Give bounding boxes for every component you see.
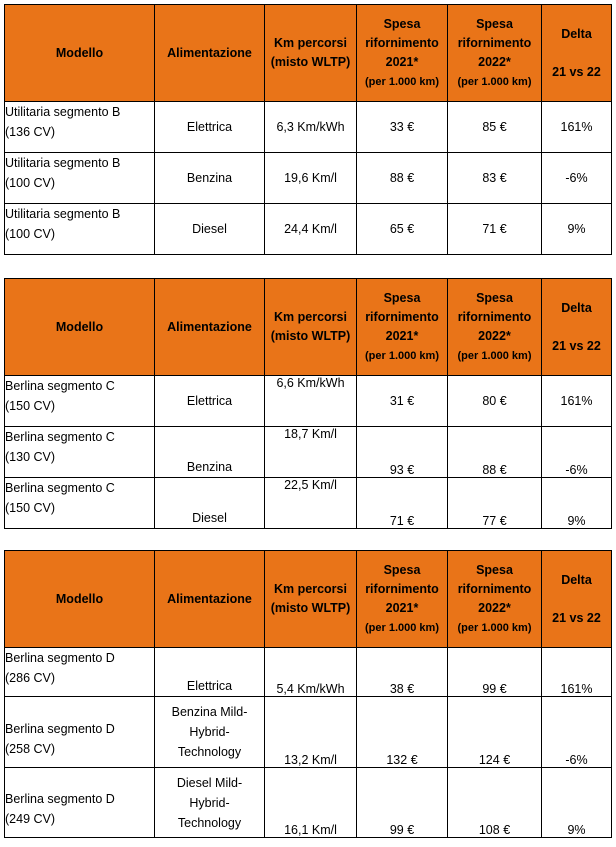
- table-row: [5, 204, 612, 255]
- table-header-row: [5, 551, 612, 648]
- cell-spend-2022: 77 €: [448, 478, 542, 529]
- cell-model: Berlina segmento C (150 CV): [5, 376, 155, 427]
- cell-delta: -6%: [542, 427, 612, 478]
- cell-delta: 161%: [542, 102, 612, 153]
- cell-spend-2021: 99 €: [357, 768, 448, 838]
- cost-table-segment-b: [4, 4, 612, 255]
- header-model: Modello: [5, 279, 155, 376]
- table-row: [5, 768, 612, 838]
- header-spend-2021: Spesa rifornimento 2021* (per 1.000 km): [357, 551, 448, 648]
- cell-fuel: Elettrica: [155, 102, 265, 153]
- header-model: Modello: [5, 5, 155, 102]
- cell-spend-2021: 33 €: [357, 102, 448, 153]
- cell-model: Berlina segmento C (130 CV): [5, 427, 155, 478]
- cell-km: 13,2 Km/l: [265, 697, 357, 768]
- cell-model: Berlina segmento C (150 CV): [5, 478, 155, 529]
- table-header-row: [5, 279, 612, 376]
- cell-fuel: Diesel: [155, 204, 265, 255]
- header-spend-2022: Spesa rifornimento 2022* (per 1.000 km): [448, 279, 542, 376]
- cell-spend-2021: 31 €: [357, 376, 448, 427]
- table-row: [5, 427, 612, 478]
- cell-km: 22,5 Km/l: [265, 478, 357, 529]
- cell-delta: -6%: [542, 697, 612, 768]
- table-row: [5, 648, 612, 697]
- cell-spend-2022: 88 €: [448, 427, 542, 478]
- cost-table-segment-d: [4, 550, 612, 838]
- cell-model: Berlina segmento D (258 CV): [5, 697, 155, 768]
- cost-table-segment-c: [4, 278, 612, 529]
- cell-spend-2021: 132 €: [357, 697, 448, 768]
- cell-model: Utilitaria segmento B (100 CV): [5, 204, 155, 255]
- header-delta: Delta 21 vs 22: [542, 279, 612, 376]
- cell-delta: 9%: [542, 478, 612, 529]
- cell-model: Berlina segmento D (249 CV): [5, 768, 155, 838]
- header-fuel: Alimentazione: [155, 5, 265, 102]
- cell-spend-2022: 108 €: [448, 768, 542, 838]
- cell-delta: 161%: [542, 376, 612, 427]
- cell-spend-2022: 85 €: [448, 102, 542, 153]
- cell-spend-2021: 93 €: [357, 427, 448, 478]
- header-km: Km percorsi (misto WLTP): [265, 5, 357, 102]
- header-delta: Delta 21 vs 22: [542, 5, 612, 102]
- cell-km: 5,4 Km/kWh: [265, 648, 357, 697]
- cell-spend-2022: 71 €: [448, 204, 542, 255]
- table-header-row: [5, 5, 612, 102]
- header-model: Modello: [5, 551, 155, 648]
- cell-spend-2021: 38 €: [357, 648, 448, 697]
- cell-km: 6,3 Km/kWh: [265, 102, 357, 153]
- header-spend-2021: Spesa rifornimento 2021* (per 1.000 km): [357, 5, 448, 102]
- cell-spend-2022: 83 €: [448, 153, 542, 204]
- cell-model: Utilitaria segmento B (136 CV): [5, 102, 155, 153]
- cell-model: Berlina segmento D (286 CV): [5, 648, 155, 697]
- cell-fuel: Elettrica: [155, 376, 265, 427]
- cell-fuel: Benzina Mild- Hybrid- Technology: [155, 697, 265, 768]
- cell-delta: 161%: [542, 648, 612, 697]
- cell-spend-2022: 124 €: [448, 697, 542, 768]
- cell-delta: -6%: [542, 153, 612, 204]
- table-row: [5, 376, 612, 427]
- cell-model: Utilitaria segmento B (100 CV): [5, 153, 155, 204]
- header-km: Km percorsi (misto WLTP): [265, 279, 357, 376]
- header-spend-2022: Spesa rifornimento 2022* (per 1.000 km): [448, 551, 542, 648]
- table-row: [5, 153, 612, 204]
- cell-spend-2022: 80 €: [448, 376, 542, 427]
- cell-fuel: Benzina: [155, 427, 265, 478]
- cell-spend-2021: 88 €: [357, 153, 448, 204]
- cell-km: 19,6 Km/l: [265, 153, 357, 204]
- header-fuel: Alimentazione: [155, 551, 265, 648]
- header-spend-2022: Spesa rifornimento 2022* (per 1.000 km): [448, 5, 542, 102]
- cell-spend-2022: 99 €: [448, 648, 542, 697]
- cell-fuel: Diesel: [155, 478, 265, 529]
- cell-km: 16,1 Km/l: [265, 768, 357, 838]
- cell-fuel: Diesel Mild- Hybrid- Technology: [155, 768, 265, 838]
- cell-km: 18,7 Km/l: [265, 427, 357, 478]
- cell-delta: 9%: [542, 204, 612, 255]
- cell-km: 24,4 Km/l: [265, 204, 357, 255]
- cell-delta: 9%: [542, 768, 612, 838]
- table-row: [5, 697, 612, 768]
- cell-km: 6,6 Km/kWh: [265, 376, 357, 427]
- table-row: [5, 102, 612, 153]
- cell-spend-2021: 71 €: [357, 478, 448, 529]
- cell-spend-2021: 65 €: [357, 204, 448, 255]
- table-row: [5, 478, 612, 529]
- header-delta: Delta 21 vs 22: [542, 551, 612, 648]
- cell-fuel: Elettrica: [155, 648, 265, 697]
- cell-fuel: Benzina: [155, 153, 265, 204]
- header-spend-2021: Spesa rifornimento 2021* (per 1.000 km): [357, 279, 448, 376]
- header-km: Km percorsi (misto WLTP): [265, 551, 357, 648]
- header-fuel: Alimentazione: [155, 279, 265, 376]
